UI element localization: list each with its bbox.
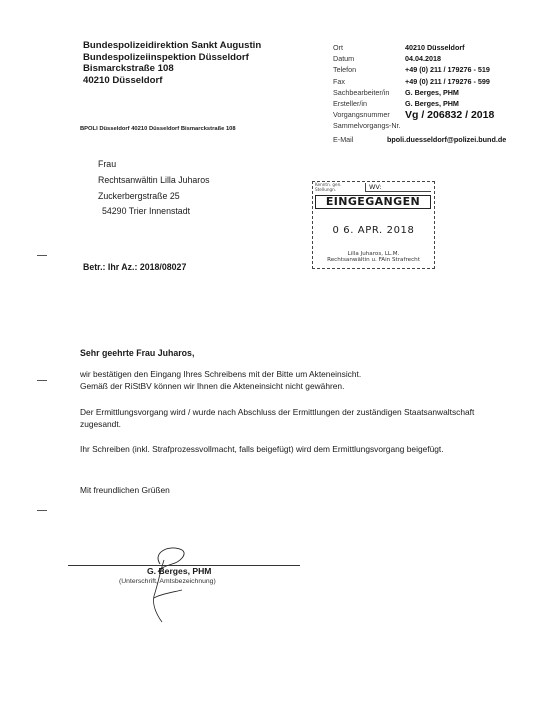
info-value: 04.04.2018 — [405, 54, 441, 64]
recipient-city: 54290 Trier Innenstadt — [102, 206, 191, 217]
recipient-name: Rechtsanwältin Lilla Juharos — [98, 174, 210, 185]
body-paragraph — [80, 443, 520, 455]
sender-line: Bundespolizeiinspektion Düsseldorf — [83, 51, 249, 63]
stamp-wv-field: WV: — [365, 183, 431, 192]
signatory-name: G. Berges, PHM — [147, 566, 212, 576]
info-label: Telefon — [333, 65, 357, 75]
info-value: +49 (0) 211 / 179276 - 519 — [405, 65, 490, 75]
info-label: Vorgangsnummer — [333, 110, 390, 120]
info-label: Sammelvorgangs-Nr. — [333, 121, 401, 131]
info-label: E-Mail — [333, 134, 354, 144]
return-address-line: BPOLI Düsseldorf 40210 Düsseldorf Bismarckstraße 108 — [80, 126, 236, 132]
fold-mark — [37, 510, 47, 511]
letter-closing: Mit freundlichen Grüßen — [80, 485, 170, 495]
stamp-heading: EINGEGANGEN — [315, 195, 431, 209]
body-line: wir bestätigen den Eingang Ihres Schreibens mit der Bitte um Akteneinsicht. — [80, 369, 362, 379]
stamp-corner-fields — [315, 183, 342, 192]
info-label: Ersteller/in — [333, 98, 367, 108]
recipient-address — [98, 157, 210, 220]
recipient-street: Zuckerbergstraße 25 — [98, 190, 180, 201]
body-paragraph — [80, 406, 520, 430]
sender-line: 40210 Düsseldorf — [83, 74, 163, 86]
stamp-corner-line: Kenntn. gen. — [315, 182, 342, 187]
info-label: Fax — [333, 76, 345, 86]
info-label: Datum — [333, 54, 355, 64]
info-value: 40210 Düsseldorf — [405, 43, 465, 52]
stamp-owner-line: Rechtsanwältin u. FAin Strafrecht — [327, 257, 420, 264]
info-value: +49 (0) 211 / 179276 - 599 — [405, 76, 490, 86]
letter-salutation: Sehr geehrte Frau Juharos, — [80, 348, 195, 358]
punch-mark — [37, 380, 47, 381]
sender-address — [83, 40, 261, 86]
fold-mark — [37, 255, 47, 256]
info-label: Sachbearbeiter/in — [333, 87, 390, 97]
info-value: G. Berges, PHM — [405, 87, 459, 97]
stamp-corner-line: Stellungn. — [315, 186, 337, 192]
info-value: Vg / 206832 / 2018 — [405, 109, 495, 122]
body-paragraph — [80, 368, 520, 392]
recipient-salutation: Frau — [98, 159, 117, 169]
body-line: Ihr Schreiben (inkl. Strafprozessvollmacht, falls beigefügt) wird dem Ermittlungsvorgang beigefügt. — [80, 444, 444, 454]
sender-line: Bundespolizeidirektion Sankt Augustin — [83, 40, 262, 51]
received-stamp — [312, 181, 435, 269]
body-line: Der Ermittlungsvorgang wird / wurde nach Abschluss der Ermittlungen der zuständigen Staatsanwaltschaft — [80, 407, 475, 417]
info-label: Ort — [333, 43, 343, 52]
stamp-date: 0 6. APR. 2018 — [332, 225, 415, 236]
body-line: zugesandt. — [80, 419, 121, 429]
sender-line: Bismarckstraße 108 — [83, 63, 174, 75]
stamp-owner-line: Lilla Juharos, LL.M. — [347, 251, 400, 257]
signature-caption: (Unterschrift, Amtsbezeichnung) — [119, 578, 216, 585]
stamp-owner — [313, 251, 434, 263]
email-link[interactable]: bpoli.duesseldorf@polizei.bund.de — [387, 134, 507, 144]
body-line: Gemäß der RiStBV können wir Ihnen die Akteneinsicht nicht gewähren. — [80, 381, 345, 391]
info-value: G. Berges, PHM — [405, 98, 459, 108]
subject-reference: Betr.: Ihr Az.: 2018/08027 — [83, 262, 187, 272]
